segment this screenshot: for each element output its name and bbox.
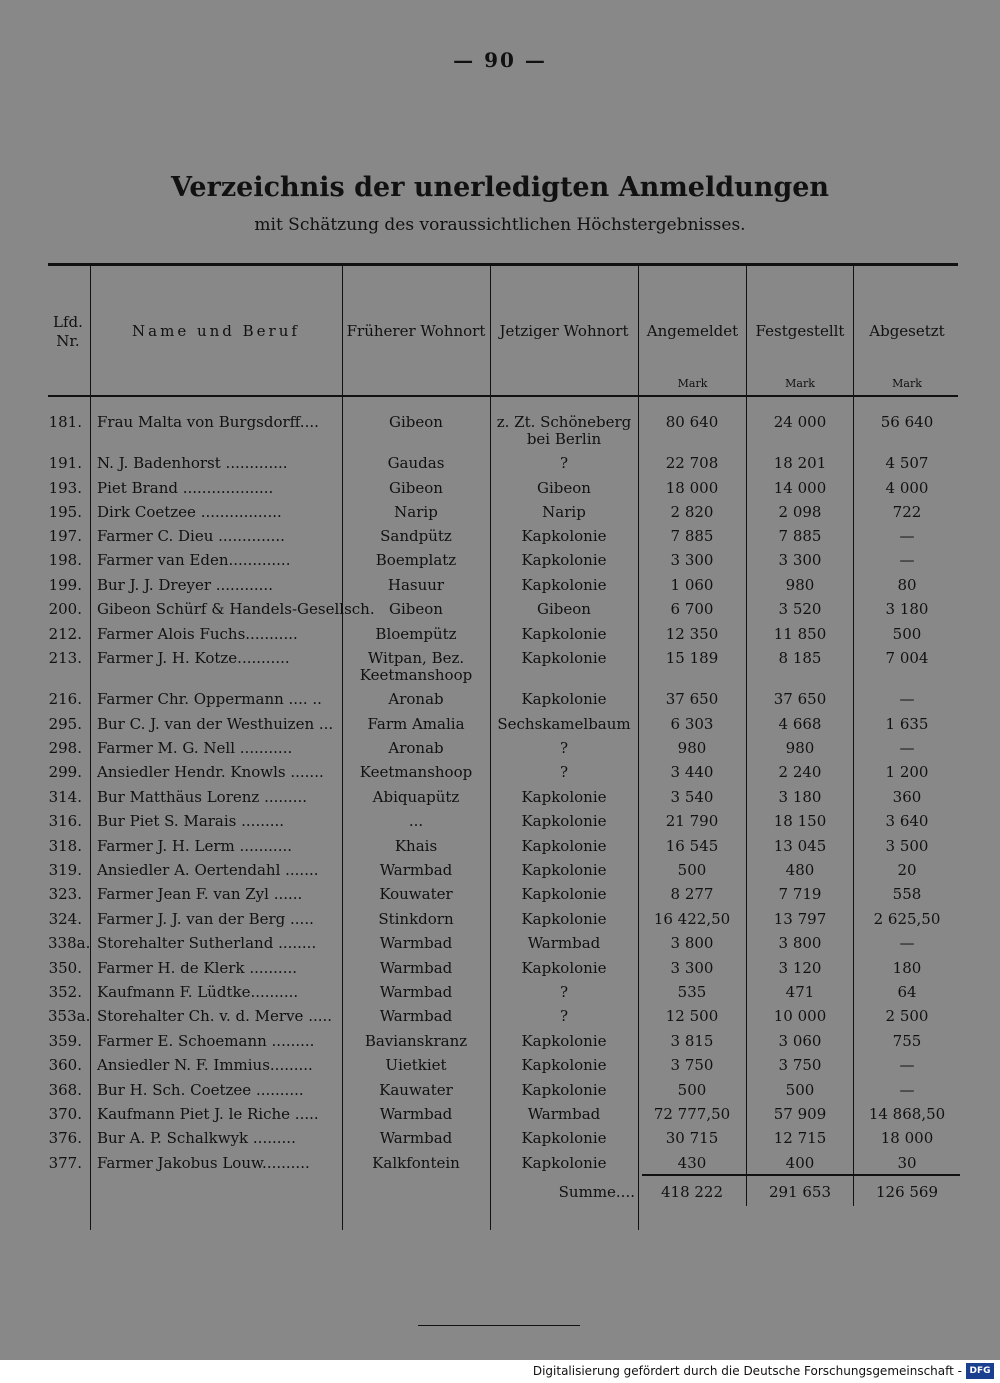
row-jetziger-wohnort: Kapkolonie <box>521 1032 607 1050</box>
table-row <box>0 626 1000 650</box>
row-name: Farmer van Eden............. <box>97 551 291 569</box>
row-name: Farmer C. Dieu .............. <box>97 527 285 545</box>
row-festgestellt: 3 750 <box>778 1056 822 1074</box>
row-number: 338a. <box>48 934 91 952</box>
row-abgesetzt: 360 <box>892 788 922 806</box>
row-festgestellt: 13 045 <box>773 837 827 855</box>
row-angemeldet: 535 <box>677 983 707 1001</box>
unit-label: Mark <box>785 377 815 390</box>
row-name: Bur C. J. van der Westhuizen ... <box>97 715 334 733</box>
row-festgestellt: 471 <box>785 983 815 1001</box>
table-row <box>0 1130 1000 1154</box>
row-frueherer-wohnort: Gaudas <box>387 454 445 472</box>
row-angemeldet: 72 777,50 <box>653 1105 731 1123</box>
row-number: 368. <box>48 1081 82 1099</box>
row-name: Bur Matthäus Lorenz ......... <box>97 788 307 806</box>
row-frueherer-wohnort: Abiquapütz <box>372 788 460 806</box>
unit-label: Mark <box>892 377 922 390</box>
table-row <box>0 1033 1000 1057</box>
row-jetziger-wohnort: Kapkolonie <box>521 910 607 928</box>
row-angemeldet: 3 540 <box>670 788 714 806</box>
row-number: 198. <box>48 551 82 569</box>
row-angemeldet: 6 303 <box>670 715 714 733</box>
row-name: Kaufmann Piet J. le Riche ..... <box>97 1105 319 1123</box>
row-festgestellt: 2 240 <box>778 763 822 781</box>
table-row <box>0 886 1000 910</box>
row-number: 319. <box>48 861 82 879</box>
row-frueherer-wohnort: Warmbad <box>379 1007 453 1025</box>
row-number: 314. <box>48 788 82 806</box>
row-angemeldet: 18 000 <box>665 479 719 497</box>
row-name: Ansiedler N. F. Immius......... <box>97 1056 313 1074</box>
table-row <box>0 577 1000 601</box>
table-top-rule <box>48 263 958 266</box>
row-angemeldet: 1 060 <box>670 576 714 594</box>
row-abgesetzt: 3 640 <box>885 812 929 830</box>
row-frueherer-wohnort: Kalkfontein <box>372 1154 460 1172</box>
row-abgesetzt: 2 625,50 <box>873 910 941 928</box>
row-jetziger-wohnort: Narip <box>542 503 586 521</box>
row-festgestellt: 24 000 <box>773 413 827 431</box>
row-number: 324. <box>48 910 82 928</box>
row-angemeldet: 3 800 <box>670 934 714 952</box>
row-frueherer-wohnort: Farm Amalia <box>367 715 465 733</box>
row-festgestellt: 57 909 <box>773 1105 827 1123</box>
row-number: 323. <box>48 885 82 903</box>
row-jetziger-wohnort: z. Zt. Schöneberg bei Berlin <box>496 413 632 448</box>
row-abgesetzt: — <box>899 527 915 545</box>
row-jetziger-wohnort: Kapkolonie <box>521 959 607 977</box>
row-abgesetzt: 1 200 <box>885 763 929 781</box>
row-angemeldet: 430 <box>677 1154 707 1172</box>
bottom-rule <box>418 1325 580 1326</box>
row-name: Farmer J. J. van der Berg ..... <box>97 910 314 928</box>
row-jetziger-wohnort: Kapkolonie <box>521 551 607 569</box>
row-frueherer-wohnort: Warmbad <box>379 861 453 879</box>
table-row <box>0 911 1000 935</box>
row-abgesetzt: 7 004 <box>885 649 929 667</box>
row-festgestellt: 14 000 <box>773 479 827 497</box>
row-angemeldet: 16 422,50 <box>653 910 731 928</box>
row-number: 199. <box>48 576 82 594</box>
row-jetziger-wohnort: ? <box>559 1007 569 1025</box>
row-frueherer-wohnort: Narip <box>394 503 438 521</box>
row-angemeldet: 7 885 <box>670 527 714 545</box>
row-number: 295. <box>48 715 82 733</box>
row-angemeldet: 980 <box>677 739 707 757</box>
row-number: 359. <box>48 1032 82 1050</box>
header-jetziger-wohnort: Jetziger Wohnort <box>499 322 629 340</box>
row-angemeldet: 500 <box>677 1081 707 1099</box>
row-name: Bur Piet S. Marais ......... <box>97 812 285 830</box>
row-jetziger-wohnort: Kapkolonie <box>521 576 607 594</box>
row-number: 191. <box>48 454 82 472</box>
row-number: 299. <box>48 763 82 781</box>
row-angemeldet: 15 189 <box>665 649 719 667</box>
row-frueherer-wohnort: Gibeon <box>389 479 443 497</box>
row-jetziger-wohnort: Kapkolonie <box>521 1154 607 1172</box>
table-row <box>0 480 1000 504</box>
row-number: 370. <box>48 1105 82 1123</box>
table-row <box>0 862 1000 886</box>
table-row <box>0 984 1000 1008</box>
table-row <box>0 1008 1000 1032</box>
row-frueherer-wohnort: Gibeon <box>389 600 443 618</box>
row-abgesetzt: — <box>899 690 915 708</box>
row-name: Storehalter Ch. v. d. Merve ..... <box>97 1007 333 1025</box>
row-jetziger-wohnort: ? <box>559 739 569 757</box>
table-row <box>0 649 1000 684</box>
row-number: 181. <box>48 413 82 431</box>
row-number: 352. <box>48 983 82 1001</box>
row-jetziger-wohnort: Kapkolonie <box>521 861 607 879</box>
table-row <box>0 1057 1000 1081</box>
table-row <box>0 601 1000 625</box>
table-row <box>0 789 1000 813</box>
table-row <box>0 740 1000 764</box>
row-name: Bur J. J. Dreyer ............ <box>97 576 273 594</box>
unit-label: Mark <box>677 377 708 390</box>
row-frueherer-wohnort: ... <box>408 812 424 830</box>
header-nr: Lfd. Nr. <box>53 313 83 350</box>
row-jetziger-wohnort: Kapkolonie <box>521 1056 607 1074</box>
row-festgestellt: 3 520 <box>778 600 822 618</box>
row-abgesetzt: 722 <box>892 503 922 521</box>
sum-rule <box>642 1174 960 1176</box>
row-abgesetzt: — <box>899 1056 915 1074</box>
table-row <box>0 838 1000 862</box>
row-abgesetzt: 4 507 <box>885 454 929 472</box>
row-number: 318. <box>48 837 82 855</box>
row-name: Ansiedler Hendr. Knowls ....... <box>97 763 324 781</box>
row-abgesetzt: 4 000 <box>885 479 929 497</box>
row-angemeldet: 37 650 <box>665 690 719 708</box>
row-frueherer-wohnort: Witpan, Bez. Keetmanshoop <box>359 649 473 684</box>
table-row <box>0 935 1000 959</box>
row-name: Farmer J. H. Lerm ........... <box>97 837 292 855</box>
row-angemeldet: 30 715 <box>665 1129 719 1147</box>
row-number: 193. <box>48 479 82 497</box>
table-row <box>0 960 1000 984</box>
row-frueherer-wohnort: Warmbad <box>379 1129 453 1147</box>
row-abgesetzt: 14 868,50 <box>868 1105 946 1123</box>
row-angemeldet: 2 820 <box>670 503 714 521</box>
row-festgestellt: 500 <box>785 1081 815 1099</box>
row-angemeldet: 80 640 <box>665 413 719 431</box>
row-name: Kaufmann F. Lüdtke.......... <box>97 983 299 1001</box>
sum-abgesetzt: 126 569 <box>875 1183 939 1201</box>
row-frueherer-wohnort: Bavianskranz <box>364 1032 468 1050</box>
row-name: Ansiedler A. Oertendahl ....... <box>97 861 319 879</box>
row-festgestellt: 8 185 <box>778 649 822 667</box>
row-name: Farmer Chr. Oppermann .... .. <box>97 690 322 708</box>
row-number: 298. <box>48 739 82 757</box>
row-angemeldet: 3 440 <box>670 763 714 781</box>
table-row <box>0 552 1000 576</box>
row-frueherer-wohnort: Bloempütz <box>375 625 457 643</box>
row-jetziger-wohnort: Kapkolonie <box>521 649 607 667</box>
row-festgestellt: 3 120 <box>778 959 822 977</box>
sum-label: Summe.... <box>558 1183 635 1201</box>
row-frueherer-wohnort: Aronab <box>388 739 444 757</box>
row-number: 360. <box>48 1056 82 1074</box>
page-number: — 90 — <box>453 48 547 72</box>
row-frueherer-wohnort: Aronab <box>388 690 444 708</box>
row-festgestellt: 7 885 <box>778 527 822 545</box>
row-angemeldet: 12 500 <box>665 1007 719 1025</box>
row-jetziger-wohnort: Kapkolonie <box>521 1129 607 1147</box>
row-angemeldet: 3 300 <box>670 551 714 569</box>
row-festgestellt: 2 098 <box>778 503 822 521</box>
row-frueherer-wohnort: Kauwater <box>379 1081 453 1099</box>
row-angemeldet: 3 815 <box>670 1032 714 1050</box>
header-angemeldet: Angemeldet <box>646 322 739 340</box>
header-abgesetzt: Abgesetzt <box>869 322 945 340</box>
row-jetziger-wohnort: Kapkolonie <box>521 837 607 855</box>
table-row <box>0 1082 1000 1106</box>
row-number: 195. <box>48 503 82 521</box>
row-frueherer-wohnort: Warmbad <box>379 983 453 1001</box>
header-frueherer-wohnort: Früherer Wohnort <box>346 322 486 340</box>
row-frueherer-wohnort: Stinkdorn <box>378 910 454 928</box>
row-abgesetzt: — <box>899 739 915 757</box>
row-number: 353a. <box>48 1007 91 1025</box>
document-title: Verzeichnis der unerledigten Anmeldungen <box>170 172 830 203</box>
row-festgestellt: 37 650 <box>773 690 827 708</box>
row-frueherer-wohnort: Uietkiet <box>385 1056 447 1074</box>
row-number: 376. <box>48 1129 82 1147</box>
row-number: 316. <box>48 812 82 830</box>
row-festgestellt: 10 000 <box>773 1007 827 1025</box>
row-jetziger-wohnort: Gibeon <box>537 600 591 618</box>
table-row <box>0 716 1000 740</box>
row-festgestellt: 480 <box>785 861 815 879</box>
row-jetziger-wohnort: Kapkolonie <box>521 625 607 643</box>
row-festgestellt: 18 150 <box>773 812 827 830</box>
footer-bar <box>0 1360 1000 1383</box>
row-jetziger-wohnort: Sechskamelbaum <box>497 715 631 733</box>
row-jetziger-wohnort: Kapkolonie <box>521 788 607 806</box>
row-abgesetzt: — <box>899 1081 915 1099</box>
row-jetziger-wohnort: Kapkolonie <box>521 690 607 708</box>
row-name: Bur H. Sch. Coetzee .......... <box>97 1081 304 1099</box>
row-jetziger-wohnort: ? <box>559 454 569 472</box>
table-header-rule <box>48 395 958 397</box>
row-name: Gibeon Schürf & Handels-Gesellsch. <box>97 600 375 618</box>
row-name: Storehalter Sutherland ........ <box>97 934 317 952</box>
row-abgesetzt: 3 500 <box>885 837 929 855</box>
row-angemeldet: 16 545 <box>665 837 719 855</box>
row-name: Frau Malta von Burgsdorff.... <box>97 413 319 431</box>
row-angemeldet: 3 300 <box>670 959 714 977</box>
row-name: N. J. Badenhorst ............. <box>97 454 288 472</box>
row-jetziger-wohnort: Warmbad <box>527 934 601 952</box>
row-abgesetzt: 56 640 <box>880 413 934 431</box>
table-row <box>0 413 1000 448</box>
row-jetziger-wohnort: Gibeon <box>537 479 591 497</box>
row-abgesetzt: — <box>899 934 915 952</box>
row-festgestellt: 3 060 <box>778 1032 822 1050</box>
row-number: 213. <box>48 649 82 667</box>
table-row <box>0 813 1000 837</box>
row-frueherer-wohnort: Gibeon <box>389 413 443 431</box>
row-frueherer-wohnort: Hasuur <box>387 576 445 594</box>
row-festgestellt: 980 <box>785 739 815 757</box>
row-number: 216. <box>48 690 82 708</box>
row-name: Farmer J. H. Kotze........... <box>97 649 290 667</box>
row-festgestellt: 12 715 <box>773 1129 827 1147</box>
row-jetziger-wohnort: Warmbad <box>527 1105 601 1123</box>
row-name: Farmer Jean F. van Zyl ...... <box>97 885 303 903</box>
row-festgestellt: 11 850 <box>773 625 827 643</box>
row-frueherer-wohnort: Khais <box>394 837 438 855</box>
row-angemeldet: 21 790 <box>665 812 719 830</box>
row-festgestellt: 980 <box>785 576 815 594</box>
document-subtitle: mit Schätzung des voraussichtlichen Höchstergebnisses. <box>254 215 746 235</box>
row-abgesetzt: 558 <box>892 885 922 903</box>
row-abgesetzt: 500 <box>892 625 922 643</box>
row-jetziger-wohnort: Kapkolonie <box>521 1081 607 1099</box>
row-abgesetzt: 755 <box>892 1032 922 1050</box>
row-jetziger-wohnort: Kapkolonie <box>521 885 607 903</box>
table-row <box>0 504 1000 528</box>
table-row <box>0 691 1000 715</box>
row-number: 197. <box>48 527 82 545</box>
row-abgesetzt: 20 <box>897 861 917 879</box>
row-frueherer-wohnort: Kouwater <box>379 885 453 903</box>
row-festgestellt: 400 <box>785 1154 815 1172</box>
row-festgestellt: 3 180 <box>778 788 822 806</box>
row-name: Farmer E. Schoemann ......... <box>97 1032 315 1050</box>
row-abgesetzt: 1 635 <box>885 715 929 733</box>
row-abgesetzt: 180 <box>892 959 922 977</box>
row-angemeldet: 500 <box>677 861 707 879</box>
row-name: Farmer Jakobus Louw.......... <box>97 1154 310 1172</box>
row-frueherer-wohnort: Keetmanshoop <box>359 763 473 781</box>
row-festgestellt: 18 201 <box>773 454 827 472</box>
row-frueherer-wohnort: Warmbad <box>379 934 453 952</box>
row-name: Bur A. P. Schalkwyk ......... <box>97 1129 296 1147</box>
row-name: Farmer Alois Fuchs........... <box>97 625 298 643</box>
table-row <box>0 764 1000 788</box>
row-abgesetzt: 3 180 <box>885 600 929 618</box>
row-abgesetzt: 80 <box>897 576 917 594</box>
table-row <box>0 1106 1000 1130</box>
row-number: 377. <box>48 1154 82 1172</box>
row-frueherer-wohnort: Warmbad <box>379 1105 453 1123</box>
sum-angemeldet: 418 222 <box>660 1183 724 1201</box>
row-name: Piet Brand ................... <box>97 479 274 497</box>
row-festgestellt: 3 300 <box>778 551 822 569</box>
row-frueherer-wohnort: Sandpütz <box>380 527 452 545</box>
row-number: 200. <box>48 600 82 618</box>
row-festgestellt: 3 800 <box>778 934 822 952</box>
row-angemeldet: 12 350 <box>665 625 719 643</box>
header-festgestellt: Festgestellt <box>755 322 845 340</box>
row-number: 212. <box>48 625 82 643</box>
row-jetziger-wohnort: ? <box>559 983 569 1001</box>
row-frueherer-wohnort: Warmbad <box>379 959 453 977</box>
row-name: Farmer M. G. Nell ........... <box>97 739 293 757</box>
header-name: Name und Beruf <box>132 322 300 340</box>
table-row <box>0 528 1000 552</box>
row-angemeldet: 8 277 <box>670 885 714 903</box>
row-festgestellt: 13 797 <box>773 910 827 928</box>
row-angemeldet: 3 750 <box>670 1056 714 1074</box>
row-abgesetzt: 30 <box>897 1154 917 1172</box>
row-angemeldet: 22 708 <box>665 454 719 472</box>
row-abgesetzt: 18 000 <box>880 1129 934 1147</box>
row-angemeldet: 6 700 <box>670 600 714 618</box>
row-jetziger-wohnort: Kapkolonie <box>521 527 607 545</box>
row-frueherer-wohnort: Boemplatz <box>375 551 457 569</box>
row-festgestellt: 7 719 <box>778 885 822 903</box>
row-abgesetzt: 2 500 <box>885 1007 929 1025</box>
row-abgesetzt: 64 <box>897 983 917 1001</box>
dfg-logo: DFG <box>966 1363 994 1379</box>
row-number: 350. <box>48 959 82 977</box>
row-abgesetzt: — <box>899 551 915 569</box>
row-name: Dirk Coetzee ................. <box>97 503 282 521</box>
row-jetziger-wohnort: Kapkolonie <box>521 812 607 830</box>
row-name: Farmer H. de Klerk .......... <box>97 959 297 977</box>
row-festgestellt: 4 668 <box>778 715 822 733</box>
table-row <box>0 455 1000 479</box>
sum-festgestellt: 291 653 <box>768 1183 832 1201</box>
footer-text: Digitalisierung gefördert durch die Deutsche Forschungsgemeinschaft - <box>532 1364 962 1378</box>
row-jetziger-wohnort: ? <box>559 763 569 781</box>
